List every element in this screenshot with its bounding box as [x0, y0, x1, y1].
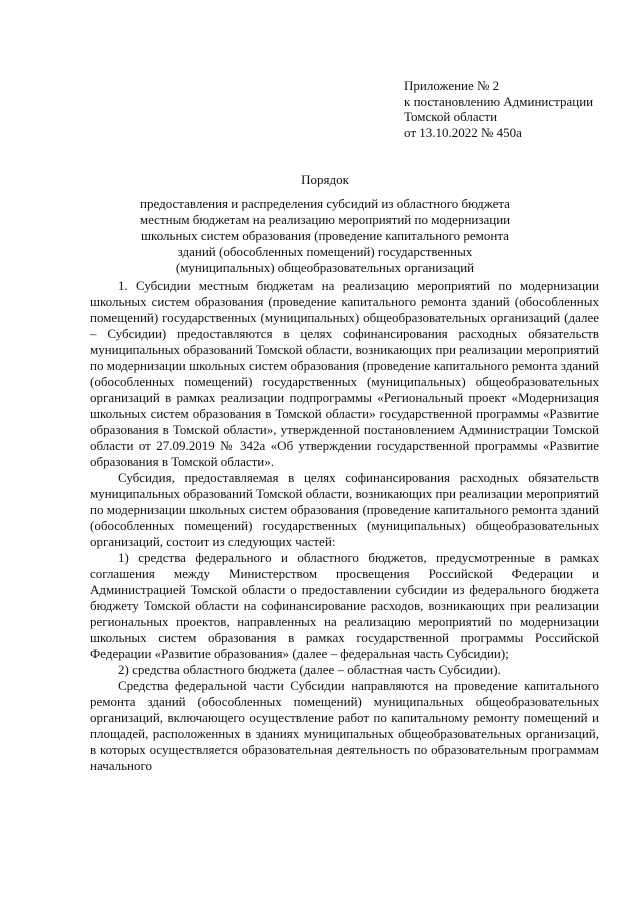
title-line: (муниципальных) общеобразовательных организаций	[175, 260, 475, 275]
title-heading: Порядок	[301, 172, 349, 187]
document-title	[100, 172, 550, 276]
paragraph-4: 2) средства областного бюджета (далее – областная часть Субсидии).	[118, 662, 501, 677]
paragraph-5: Средства федеральной части Субсидии направляются на проведение капитального ремонта зданий (обособленных помещений) муниципальных общеобразовательных организаций, включающего осуществление работ по капитальному ремонту помещений и площадей, расположенных в зданиях муниципальных общеобразовательных организаций, в которых осуществляется образовательная деятельность по образовательным программам начального	[90, 678, 599, 773]
document-body	[90, 278, 599, 774]
paragraph-3: 1) средства федерального и областного бюджетов, предусмотренные в рамках соглашения между Министерством просвещения Российской Федерации и Администрацией Томской области о предоставлении субсидии из федерального бюджета бюджету Томской области на софинансирование расходов, возникающих при реализации региональных проектов, направленных на реализацию мероприятий по модернизации школьных систем образования в рамках государственной программы Российской Федерации «Развитие образования» (далее – федеральная часть Субсидии);	[90, 550, 599, 661]
title-line: предоставления и распределения субсидий из областного бюджета	[140, 196, 510, 211]
title-line: зданий (обособленных помещений) государственных	[177, 244, 473, 259]
paragraph-1: 1. Субсидии местным бюджетам на реализацию мероприятий по модернизации школьных систем образования (проведение капитального ремонта зданий (обособленных помещений) государственных (муниципальных) общеобразовательных организаций (далее – Субсидии) предоставляются в целях софинансирования расходных обязательств муниципальных образований Томской области, возникающих при реализации мероприятий по модернизации школьных систем образования (проведение капитального ремонта зданий (обособленных помещений) государственных (муниципальных) общеобразовательных организаций в рамках реализации подпрограммы «Региональный проект «Модернизация школьных систем образования в Томской области» государственной программы «Развитие образования в Томской области», утвержденной постановлением Администрации Томской области от 27.09.2019 № 342а «Об утверждении государственной программы «Развитие образования в Томской области».	[90, 278, 599, 469]
annex-number: Приложение № 2	[404, 78, 500, 93]
annex-reference: к постановлению Администрации	[404, 93, 594, 109]
title-line: местным бюджетам на реализацию мероприятий по модернизации	[139, 212, 511, 227]
document-annex-header	[404, 78, 624, 140]
annex-authority: Томской области	[404, 109, 498, 124]
annex-date: от 13.10.2022 № 450а	[404, 124, 522, 140]
paragraph-2: Субсидия, предоставляемая в целях софинансирования расходных обязательств муниципальных образований Томской области, возникающих при реализации мероприятий по модернизации школьных систем образования (проведение капитального ремонта зданий (обособленных помещений) государственных (муниципальных) общеобразовательных организаций, состоит из следующих частей:	[90, 470, 599, 549]
title-line: школьных систем образования (проведение капитального ремонта	[141, 228, 509, 243]
